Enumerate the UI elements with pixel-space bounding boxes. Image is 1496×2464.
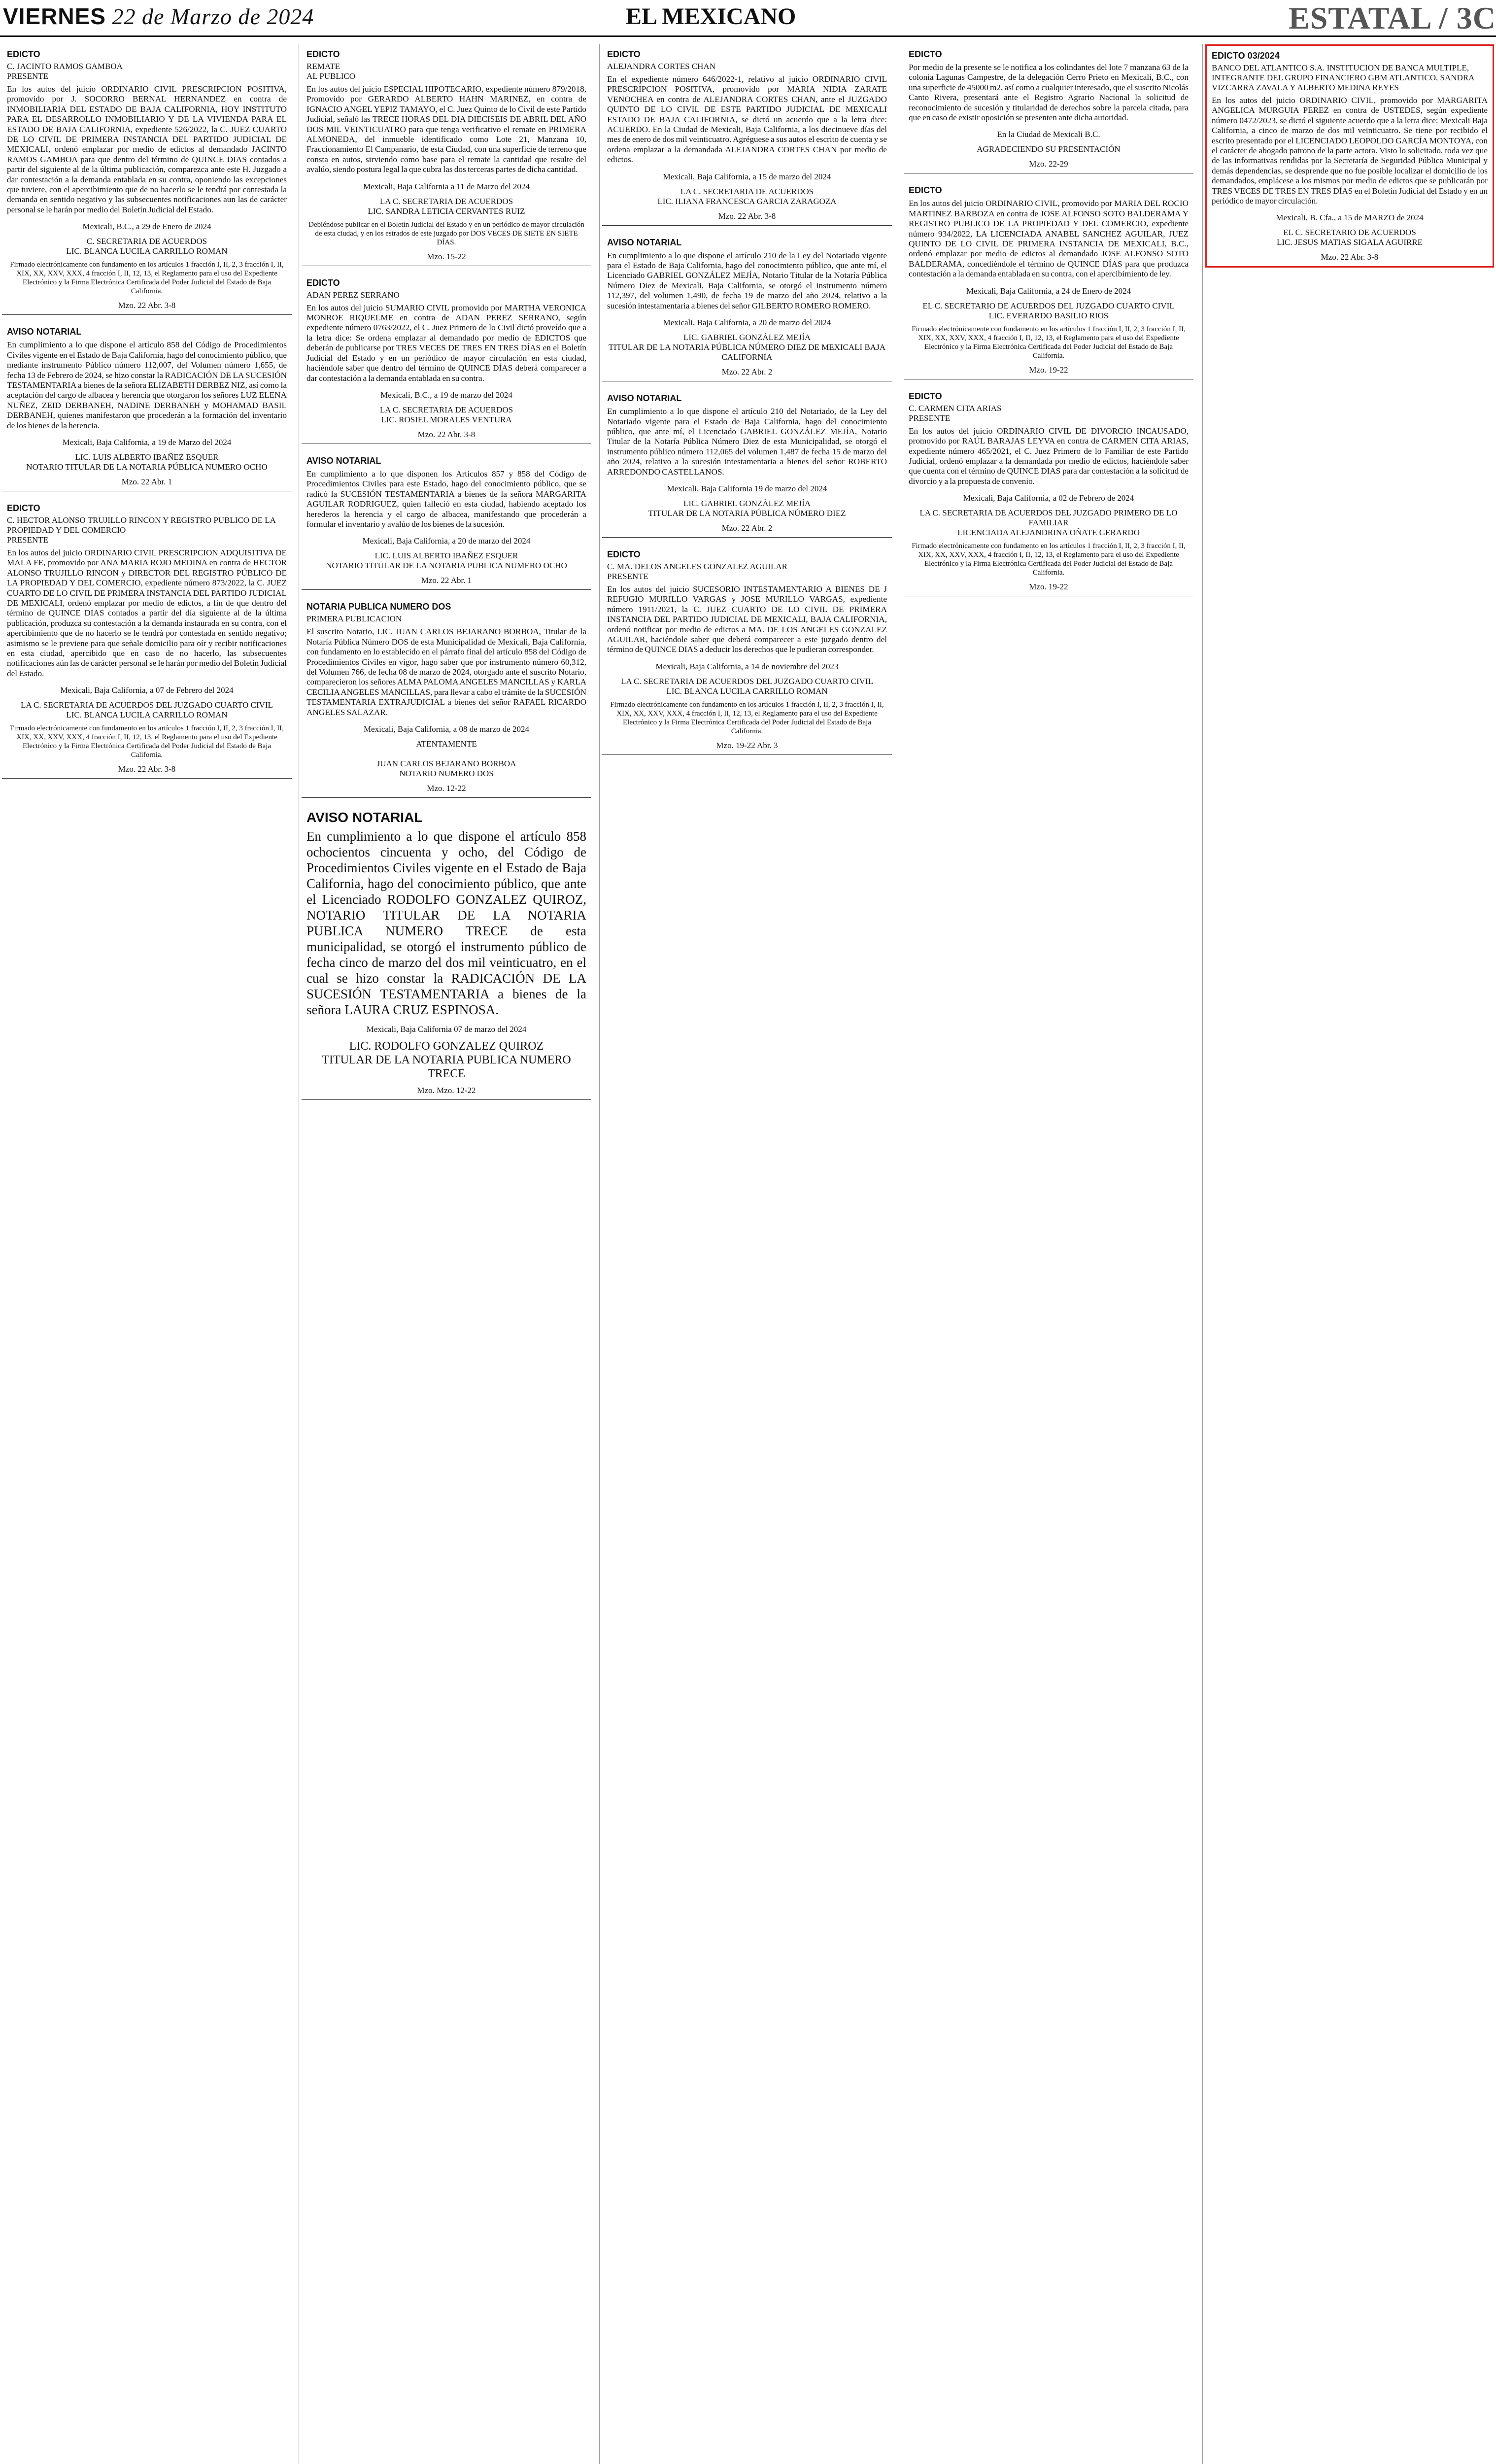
header-date: 22 de Marzo de 2024 — [112, 4, 314, 29]
notice-body: En los autos del juicio ORDINARIO CIVIL PRESCRIPCION POSITIVA, promovido por J. SOCORRO BERNAL HERNANDEZ en contra de INMOBILIARIA DEL ESTADO DE BAJA CALIFORNIA, HOY INSTITUTO PARA EL DESARROLLO INMOBILIARIO Y DE LA VIVIENDA PARA EL ESTADO DE BAJA CALIFORNIA, expediente 526/2022, la C. JUEZ CUARTO DE LO CIVIL DE PRIMERA INSTANCIA DEL PARTIDO JUDICIAL DE MEXICALI, ordenó emplazar por medio de edictos al demandado JACINTO RAMOS GAMBOA para que dentro del término de QUINCE DIAS contados a partir del siguiente al de la última publicación, comparezca ante este H. Juzgado a dar contestación a la demanda entablada en su contra, oponiendo las excepciones que tuviere, con el apercibimiento que de no hacerlo se le tendrá por contestada la demanda en sentido negativo y las subsecuentes notificaciones aun las de carácter personal se le harán por medio del Boletín Judicial del Estado. — [7, 84, 287, 214]
notice-kind: EDICTO — [306, 49, 340, 59]
legal-notice — [302, 805, 591, 1100]
notice-place-date: Mexicali, Baja California, a 20 de marzo del 2024 — [663, 318, 831, 328]
column-4 — [904, 44, 1193, 2464]
notice-recipient: C. JACINTO RAMOS GAMBOA PRESENTE — [7, 62, 123, 81]
column-divider — [599, 44, 600, 2464]
notice-publication-ref: Mzo. 19-22 — [1029, 582, 1068, 592]
notice-recipient: PRIMERA PUBLICACION — [306, 614, 402, 624]
column-3 — [602, 44, 892, 2464]
notice-signature: LA C. SECRETARIA DE ACUERDOS LIC. SANDRA LETICIA CERVANTES RUIZ — [368, 196, 525, 216]
header-dateline — [3, 3, 314, 30]
notice-signature: LA C. SECRETARIA DE ACUERDOS DEL JUZGADO PRIMERO DE LO FAMILIAR LICENCIADA ALEJANDRINA OÑATE GERARDO — [919, 508, 1178, 538]
notice-footnote: Firmado electrónicamente con fundamento en los artículos 1 fracción I, II, 2, 3 fracción I, II, XIX, XX, XXV, XXX, 4 fracción I, II, 12, 13, el Reglamento para el uso del Expediente Electrónico y la Firma Electrónica Certificada del Poder Judicial del Estado de Baja California. — [912, 325, 1186, 360]
legal-notice — [302, 451, 591, 590]
notice-publication-ref: Mzo. 12-22 — [427, 784, 466, 793]
legal-notice — [302, 273, 591, 444]
notice-publication-ref: Mzo. 19-22 — [1029, 365, 1068, 375]
notice-place-date: Mexicali, Baja California, a 08 de marzo de 2024 — [363, 724, 530, 734]
notice-kind: EDICTO — [607, 49, 641, 59]
notice-signature: LA C. SECRETARIA DE ACUERDOS DEL JUZGADO CUARTO CIVIL LIC. BLANCA LUCILA CARRILLO ROMAN — [621, 676, 873, 696]
notice-kind: EDICTO — [7, 503, 40, 513]
notice-signature: LIC. RODOLFO GONZALEZ QUIROZ TITULAR DE LA NOTARIA PUBLICA NUMERO TRECE — [322, 1040, 571, 1080]
notice-recipient: ADAN PEREZ SERRANO — [306, 290, 400, 300]
legal-notice — [2, 498, 292, 779]
notice-publication-ref: Mzo. 22 Abr. 2 — [721, 367, 773, 377]
notice-place-date: Mexicali, Baja California, a 07 de Febrero del 2024 — [60, 685, 234, 695]
notice-kind: EDICTO — [909, 391, 942, 401]
notice-publication-ref: Mzo. 22 Abr. 1 — [421, 576, 472, 585]
notice-kind: EDICTO — [7, 49, 40, 59]
legal-notice — [602, 545, 892, 755]
notice-place-date: Mexicali, Baja California 07 de marzo del 2024 — [366, 1025, 527, 1034]
notice-publication-ref: Mzo. 19-22 Abr. 3 — [716, 740, 778, 750]
notice-publication-ref: Mzo. 22 Abr. 1 — [121, 477, 172, 486]
notice-body: En cumplimiento a lo que dispone el artículo 858 ochocientos cincuenta y ocho, del Código de Procedimientos Civiles vigente en el Estado de Baja California, hago del conocimiento público, que ante el Licenciado RODOLFO GONZALEZ QUIROZ, NOTARIO TITULAR DE LA NOTARIA PUBLICA NUMERO TRECE de esta municipalidad, se otorgó el instrumento público de fecha cinco de marzo del dos mil veinticuatro, en el cual se hizo constar la RADICACIÓN DE LA SUCESIÓN TESTAMENTARIA a bienes de la señora LAURA CRUZ ESPINOSA. — [306, 829, 586, 1017]
notice-body: El suscrito Notario, LIC. JUAN CARLOS BEJARANO BORBOA, Titular de la Notaría Pública Número DOS de esta Municipalidad de Mexicali, Baja California, con fundamento en lo establecido en el párrafo final del artículo 858 del Código de Procedimientos Civiles en vigor, hago saber que por instrumento número 60,312, del Volumen 766, de fecha 08 de marzo de 2024, otorgado ante el suscrito Notario, comparecieron los señores ALMA PALOMA ANGELES MANCILLAS y KARLA CECILIA ANGELES MANCILLAS, para llevar a cabo el trámite de la SUCESIÓN TESTAMENTARIA EXTRAJUDICIAL a bienes del señor RAFAEL RICARDO ANGELES SALAZAR. — [306, 627, 586, 717]
notice-recipient: BANCO DEL ATLANTICO S.A. INSTITUCION DE BANCA MULTIPLE, INTEGRANTE DEL GRUPO FINANCIERO GBM ATLANTICO, SANDRA VIZCARRA ZAVALA Y ALBERTO MEDINA REYES — [1212, 63, 1474, 92]
notice-publication-ref: Mzo. 22 Abr. 3-8 — [1321, 252, 1379, 262]
notice-kind: AVISO NOTARIAL — [306, 810, 423, 825]
legal-notice — [302, 597, 591, 798]
notice-kind: EDICTO — [909, 185, 942, 196]
notice-footnote: Firmado electrónicamente con fundamento en los artículos 1 fracción I, II, 2, 3 fracción I, II, XIX, XX, XXV, XXX, 4 fracción I, II, 12, 13, el Reglamento para el uso del Expediente Electrónico y la Firma Electrónica Certificada del Poder Judicial del Estado de Baja California. — [912, 542, 1186, 577]
notice-place-date: Mexicali, Baja California 19 de marzo del 2024 — [667, 483, 827, 493]
notice-place-date: Mexicali, Baja California, a 19 de Marzo del 2024 — [62, 437, 232, 447]
legal-notice — [904, 386, 1193, 596]
header-paper-name: EL MEXICANO — [626, 3, 796, 30]
notice-footnote: Debiéndose publicar en el Boletín Judicial del Estado y en un periódico de mayor circulación de esta ciudad, y en los estrados de este juzgado por DOS VECES DE SIETE EN SIETE DÍAS. — [308, 220, 584, 246]
notice-body: En el expediente número 646/2022-1, relativo al juicio ORDINARIO CIVIL PRESCRIPCION POSITIVA, promovido por MARIA NIDIA ZARATE VENOCHEA en contra de ALEJANDRA CORTES CHAN, ante el JUZGADO QUINTO DE LO CIVIL DE ESTE PARTIDO JUDICIAL DE MEXICALI ESTADO DE BAJA CALIFORNIA, se dictó un acuerdo que a la letra dice: ACUERDO. En la Ciudad de Mexicali, Baja California, a los diecinueve días del mes de enero de dos mil veinticuatro. Agréguese a sus autos el escrito de cuenta y se ordena emplazar a la demandada ALEJANDRA CORTES CHAN por medio de edictos. — [607, 74, 887, 165]
notice-place-date: Mexicali, B.C., a 29 de Enero de 2024 — [82, 222, 211, 232]
notice-body: En los autos del juicio ESPECIAL HIPOTECARIO, expediente número 879/2018, Promovido por GERARDO ALBERTO HAHN MARINEZ, en contra de IGNACIO ANGEL YEPIZ TAMAYO, el C. Juez Quinto de lo Civil de este Partido Judicial, señaló las TRECE HORAS DEL DIA DIECISEIS DE ABRIL DEL AÑO DOS MIL VEINTICUATRO para que tenga verificativo el remate en PRIMERA ALMONEDA, del inmueble identificado como Lote 21, Manzana 10, Fraccionamiento El Campanario, de esta Ciudad, con una superficie de terreno que consta en autos, sirviendo como base para el remate la cantidad que resulte del avalúo, siendo postura legal la que cubra las dos terceras partes de dicha cantidad. — [306, 84, 586, 174]
notice-kind: EDICTO — [306, 277, 340, 288]
header-section: ESTATAL / 3C — [1289, 0, 1496, 35]
notice-signature: LA C. SECRETARIA DE ACUERDOS DEL JUZGADO CUARTO CIVIL LIC. BLANCA LUCILA CARRILLO ROMAN — [21, 700, 273, 720]
header-rule — [0, 35, 1496, 37]
notice-body: En cumplimiento a lo que disponen los Artículos 857 y 858 del Código de Procedimientos Civiles para este Estado, hago del conocimiento público, que se radicó la SUCESIÓN TESTAMENTARIA a bienes de la señora MARGARITA AGUILAR RODRIGUEZ, quien falleció en esta ciudad, habiendo aceptado los herederos la herencia y el cargo de albacea, manifestando que procederán a formular el inventario y avalúo de los bienes de la sucesión. — [306, 469, 586, 529]
notice-kind: EDICTO — [909, 49, 942, 59]
notice-place-date: Mexicali, Baja California, a 02 de Febrero de 2024 — [963, 493, 1134, 503]
notice-kind: AVISO NOTARIAL — [306, 455, 381, 466]
notice-body: En los autos del juicio ORDINARIO CIVIL, promovido por MARGARITA ANGELICA MURGUIA PEREZ en contra de USTEDES, según expediente número 0472/2023, se dictó el siguiente acuerdo que a la letra dice: Mexicali Baja California, a cinco de marzo de dos mil veinticuatro. Se tiene por recibido el escrito presentado por el LICENCIADO LEOPOLDO GARCÍA MONTOYA, con el carácter de abogado patrono de la parte actora. Visto lo solicitado, toda vez que de las informativas rendidas por la Secretaría de Seguridad Pública Municipal y demás dependencias, se desprende que no fue posible localizar el domicilio de los demandados, emplácese a los mismos por medio de edictos que se publicarán por TRES VECES DE TRES EN TRES DÍAS en el Boletín Judicial del Estado y en un periódico de mayor circulación. — [1212, 96, 1488, 206]
notice-kind: AVISO NOTARIAL — [607, 393, 682, 404]
legal-notice — [602, 388, 892, 538]
notice-place-date: Mexicali, Baja California, a 20 de marzo del 2024 — [362, 536, 531, 546]
notice-body: En cumplimiento a lo que dispone el artículo 858 del Código de Procedimientos Civiles vigente en el Estado de Baja California, hago del conocimiento público, que mediante instrumento Público número 112,007, del Volumen número 1,655, de fecha 13 de Febrero de 2024, se hizo constar la RADICACIÓN DE LA SUCESIÓN TESTAMENTARIA a bienes de la señora ELIZABETH DERBEZ NIZ, así como la aceptación del cargo de albacea y herencia que otorgaron los señores LUZ ELENA NUÑEZ, ZEID DERBANEH, NADINE DERBANEH y MOHAMAD BASIL DERBANEH, quienes manifestaron que procederán a la formación del inventario de los bienes de la herencia. — [7, 340, 287, 430]
notice-signature: LIC. GABRIEL GONZÁLEZ MEJÍA TITULAR DE LA NOTARIA PÚBLICA NÚMERO DIEZ DE MEXICALI BAJA CALIFORNIA — [609, 333, 885, 362]
notice-body: En los autos del juicio SUCESORIO INTESTAMENTARIO A BIENES DE J REFUGIO MURILLO VARGAS y JOSE MURILLO VARGAS, expediente número 1911/2021, la C. JUEZ CUARTO DE LO CIVIL DE PRIMERA INSTANCIA DEL PARTIDO JUDICIAL DE MEXICALI, BAJA CALIFORNIA, ordenó notificar por medio de edictos a MA. DE LOS ANGELES GONZALEZ AGUILAR, haciéndole saber que deberá comparecer a este juzgado dentro del término de QUINCE DIAS a deducir los derechos que le pudieran corresponder. — [607, 584, 887, 654]
column-5 — [1205, 44, 1494, 2464]
legal-notice — [904, 180, 1193, 379]
notice-body: En los autos del juicio ORDINARIO CIVIL, promovido por MARIA DEL ROCIO MARTINEZ BARBOZA en contra de JOSE ALFONSO SOTO BALDERAMA Y REGISTRO PUBLICO DE LA PROPIEDAD Y DEL COMERCIO, expediente número 934/2022, LA LICENCIADA ANABEL SANCHEZ AGUILAR, JUEZ QUINTO DE LO CIVIL DE PRIMERA INSTANCIA DE MEXICALI, B.C., ordenó emplazar por medio de edictos al demandado JOSE ALFONSO SOTO BALDERAMA, concediéndole el término de QUINCE DÍAS para que produzca contestación a la demanda entablada en su contra, con el apercibimiento de ley. — [909, 199, 1189, 279]
notice-publication-ref: Mzo. 22 Abr. 3-8 — [417, 429, 476, 439]
notice-signature: ATENTAMENTE JUAN CARLOS BEJARANO BORBOA NOTARIO NUMERO DOS — [376, 739, 516, 778]
notice-recipient: C. CARMEN CITA ARIAS PRESENTE — [909, 403, 1002, 423]
notice-recipient: C. MA. DELOS ANGELES GONZALEZ AGUILAR PRESENTE — [607, 561, 787, 581]
notice-signature: LIC. LUIS ALBERTO IBAÑEZ ESQUER NOTARIO TITULAR DE LA NOTARIA PUBLICA NUMERO OCHO — [326, 551, 567, 571]
notice-signature: LA C. SECRETARIA DE ACUERDOS LIC. ROSIEL MORALES VENTURA — [379, 405, 513, 424]
legal-notice — [1205, 44, 1494, 268]
notice-body: En cumplimiento a lo que dispone el artículo 210 del Notariado, de la Ley del Notariado vigente para el Estado de Baja California, hago del conocimiento público, que ante mí, el Licenciado GABRIEL GONZÁLEZ MEJÍA, Notario Titular de la Notaría Pública Número Diez de esta Municipalidad, se otorgó el instrumento público número 112,065 del volumen 1,487 de fecha 15 de marzo del año 2024, relativo a la sucesión intestamentaria a bienes del señor ROBERTO ARREDONDO CASTELLANOS. — [607, 407, 887, 477]
notice-signature: LIC. GABRIEL GONZÁLEZ MEJÍA TITULAR DE LA NOTARIA PÚBLICA NÚMERO DIEZ — [648, 498, 846, 518]
legal-notice — [2, 322, 292, 491]
notice-place-date: Mexicali, Baja California, a 24 de Enero de 2024 — [966, 286, 1131, 296]
column-1 — [2, 44, 292, 2464]
notice-kind: AVISO NOTARIAL — [7, 327, 82, 337]
notice-signature: EL C. SECRETARIO DE ACUERDOS LIC. JESUS MATIAS SIGALA AGUIRRE — [1276, 228, 1423, 247]
notice-signature: LIC. LUIS ALBERTO IBAÑEZ ESQUER NOTARIO TITULAR DE LA NOTARIA PÚBLICA NUMERO OCHO — [26, 452, 268, 472]
notice-signature: EL C. SECRETARIO DE ACUERDOS DEL JUZGADO CUARTO CIVIL LIC. EVERARDO BASILIO RIOS — [922, 301, 1175, 320]
notice-signature: C. SECRETARIA DE ACUERDOS LIC. BLANCA LUCILA CARRILLO ROMAN — [66, 237, 228, 256]
column-2 — [302, 44, 591, 2464]
notice-place-date: Mexicali, B. Cfa., a 15 de MARZO de 2024 — [1276, 213, 1424, 223]
legal-notice — [602, 233, 892, 381]
notice-footnote: Firmado electrónicamente con fundamento en los artículos 1 fracción I, II, 2, 3 fracción I, II, XIX, XX, XXV, XXX, 4 fracción I, II, 12, 13, el Reglamento para el uso del Expediente Electrónico y la Firma Electrónica Certificada del Poder Judicial del Estado de Baja California. — [610, 700, 884, 735]
notice-kind: AVISO NOTARIAL — [607, 237, 682, 247]
page-header — [0, 0, 1496, 34]
legal-notice — [904, 44, 1193, 173]
notice-place-date: Mexicali, Baja California a 11 de Marzo del 2024 — [363, 181, 530, 191]
notice-publication-ref: Mzo. 22-29 — [1029, 159, 1068, 169]
notice-place-date: Mexicali, B.C., a 19 de marzo del 2024 — [380, 390, 512, 400]
notice-body: En los autos del juicio ORDINARIO CIVIL PRESCRIPCION ADQUISITIVA DE MALA FE, promovido por ANA MARIA ROJO MEDINA en contra de HECTOR ALONSO TRUJILLO RINCON y DIRECTOR DEL REGISTRO PÚBLICO DE LA PROPIEDAD Y DEL COMERCIO, expediente número 873/2022, la C. JUEZ CUARTO DE LO CIVIL DE PRIMERA INSTANCIA DEL PARTIDO JUDICIAL DE MEXICALI, ordenó emplazar por medio de edictos, a fin de que dentro del término de QUINCE DIAS contados a partir del día siguiente al de la última publicación, produzca su contestación a la demanda instaurada en su contra, con el apercibimiento que de no hacerlo se le tendrá por contestada en sentido negativo; asimismo se le previene para que señale domicilio para oír y recibir notificaciones en esta ciudad, apercibido que en caso de no hacerlo, las subsecuentes notificaciones aún las de carácter personal se le harán por medio del Boletín Judicial del Estado. — [7, 548, 287, 678]
column-divider — [1202, 44, 1203, 2464]
legal-notice — [302, 44, 591, 266]
notice-kind: EDICTO 03/2024 — [1212, 51, 1280, 61]
notice-kind: EDICTO — [607, 549, 641, 559]
notice-place-date: En la Ciudad de Mexicali B.C. — [997, 130, 1100, 139]
header-day: VIERNES — [3, 3, 106, 29]
notice-place-date: Mexicali, Baja California, a 14 de noviembre del 2023 — [655, 661, 839, 671]
notice-publication-ref: Mzo. 22 Abr. 3-8 — [718, 211, 776, 221]
notice-body: En los autos del juicio ORDINARIO CIVIL DE DIVORCIO INCAUSADO, promovido por RAÚL BARAJAS LEYVA en contra de CARMEN CITA ARIAS, expediente número 465/2021, el C. Juez Primero de lo Familiar de este Partido Judicial, ordenó emplazar a la demandada por medio de edictos, haciéndole saber que cuenta con el término de QUINCE DIAS para dar contestación a la solicitud de divorcio y a la propuesta de convenio. — [909, 426, 1189, 486]
notice-signature: LA C. SECRETARIA DE ACUERDOS LIC. ILIANA FRANCESCA GARCIA ZARAGOZA — [657, 186, 837, 206]
notice-body: En cumplimiento a lo que dispone el artículo 210 de la Ley del Notariado vigente para el Estado de Baja California, hago del conocimiento público, que ante mí, el Licenciado GABRIEL GONZÁLEZ MEJÍA, Notario Titular de la Notaría Pública Número Diez de Mexicali, Baja California, se otorgó el instrumento número 112,397, del volumen 1,490, de fecha 19 de marzo del año 2024, relativo a la sucesión intestamentaria a bienes del señor GILBERTO ROMERO ROMERO. — [607, 250, 887, 310]
notice-publication-ref: Mzo. 22 Abr. 3-8 — [118, 764, 176, 774]
notice-place-date: Mexicali, Baja California, a 15 de marzo del 2024 — [663, 171, 831, 181]
notice-publication-ref: Mzo. 22 Abr. 3-8 — [118, 301, 176, 310]
notice-recipient: C. HECTOR ALONSO TRUJILLO RINCON Y REGISTRO PUBLICO DE LA PROPIEDAD Y DEL COMERCIO PRESENTE — [7, 515, 275, 545]
legal-notice — [602, 44, 892, 226]
notice-body: En los autos del juicio SUMARIO CIVIL promovido por MARTHA VERONICA MONROE RIQUELME en contra de ADAN PEREZ SERRANO, según expediente número 0763/2022, el C. Juez Primero de lo Civil dictó proveído que a la letra dice: Se ordena emplazar al demandado por medio de EDICTOS que deberán de publicarse por TRES VECES DE TRES EN TRES DÍAS en el Boletín Judicial del Estado y en un periódico de mayor circulación en esta ciudad, haciéndole saber que dentro del término de QUINCE DÍAS deberá comparecer a dar contestación a la demanda entablada en su contra. — [306, 303, 586, 383]
notice-footnote: Firmado electrónicamente con fundamento en los artículos 1 fracción I, II, 2, 3 fracción I, II, XIX, XX, XXV, XXX, 4 fracción I, II, 12, 13, el Reglamento para el uso del Expediente Electrónico y la Firma Electrónica Certificada del Poder Judicial del Estado de Baja California. — [10, 724, 284, 759]
notice-signature: AGRADECIENDO SU PRESENTACIÓN — [977, 144, 1121, 154]
legal-notice — [2, 44, 292, 315]
notice-footnote: Firmado electrónicamente con fundamento en los artículos 1 fracción I, II, 2, 3 fracción I, II, XIX, XX, XXV, XXX, 4 fracción I, II, 12, 13, el Reglamento para el uso del Expediente Electrónico y la Firma Electrónica Certificada del Poder Judicial del Estado de Baja California. — [10, 261, 284, 296]
notice-publication-ref: Mzo. Mzo. 12-22 — [417, 1086, 476, 1095]
notice-publication-ref: Mzo. 22 Abr. 2 — [721, 523, 773, 533]
notice-kind: NOTARIA PUBLICA NUMERO DOS — [306, 602, 451, 612]
notice-body: Por medio de la presente se le notifica a los colindantes del lote 7 manzana 63 de la colonia Lagunas Campestre, de la delegación Cerro Prieto en Mexicali, B.C., con una superficie de 45000 m2, así como a cualquier interesado, que el suscrito Nicolás Canto Rivera, presentará ante el Registro Agrario Nacional la solicitud de reconocimiento de sucesión y titularidad de derechos sobre la parcela citada, para que en caso de existir oposición se presenten ante dicha autoridad. — [909, 63, 1189, 123]
notice-publication-ref: Mzo. 15-22 — [427, 251, 466, 261]
notice-recipient: REMATE AL PUBLICO — [306, 62, 356, 81]
notice-recipient: ALEJANDRA CORTES CHAN — [607, 62, 715, 71]
